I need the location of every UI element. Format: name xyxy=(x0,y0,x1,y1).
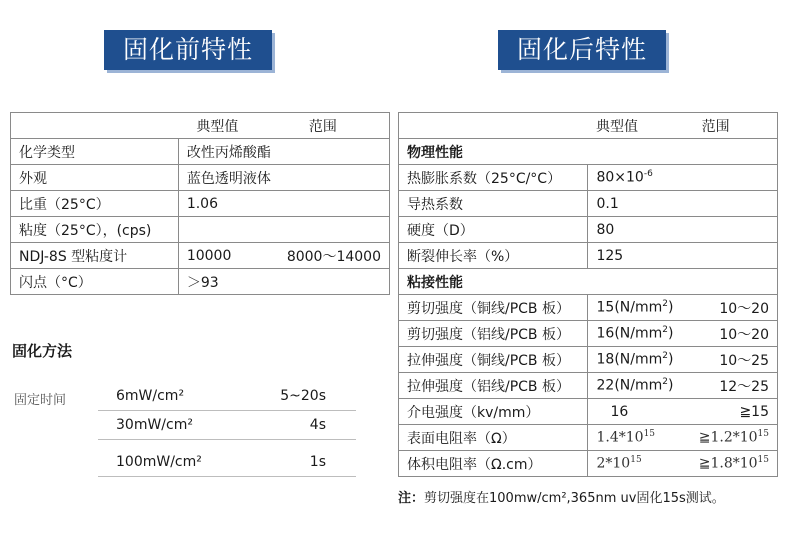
unit-text: (N/mm xyxy=(614,351,663,368)
table-row xyxy=(399,347,778,373)
header-cell: 范围 xyxy=(279,113,390,139)
cure-time-label: 固定时间 xyxy=(14,393,67,408)
value-cell xyxy=(588,165,688,191)
value-exponent: -6 xyxy=(643,169,653,180)
unit-close: ) xyxy=(667,351,674,368)
section-row xyxy=(399,269,778,295)
range-cell: 12～25 xyxy=(688,373,778,399)
range-exponent: 15 xyxy=(757,455,769,466)
value-cell: 80 xyxy=(588,217,688,243)
value-exponent: 15 xyxy=(643,429,656,440)
table-row xyxy=(11,217,390,243)
value-text: 15 xyxy=(596,299,615,316)
table-row xyxy=(399,373,778,399)
unit-exponent: 2 xyxy=(662,325,668,336)
footnote-text: 剪切强度在100mw/cm²,365nm uv固化15s测试。 xyxy=(424,491,725,506)
value-cell xyxy=(178,217,279,243)
range-cell xyxy=(279,269,390,295)
range-cell xyxy=(279,139,390,165)
property-cell: 体积电阻率（Ω.cm） xyxy=(399,451,588,477)
section-row xyxy=(399,139,778,165)
header-cell: 范围 xyxy=(688,113,778,139)
value-exponent: 15 xyxy=(630,455,642,466)
range-text: ≧1.2*10 xyxy=(698,429,758,446)
table-row xyxy=(399,217,778,243)
header-cell: 典型值 xyxy=(588,113,688,139)
value-text: 18 xyxy=(596,351,615,368)
section-title-physical: 物理性能 xyxy=(399,139,588,165)
cure-row xyxy=(98,451,356,477)
value-cell xyxy=(588,425,688,451)
table-row xyxy=(11,191,390,217)
unit-close: ) xyxy=(667,325,674,342)
table-header-row xyxy=(11,113,390,139)
cure-power: 100mW/cm² xyxy=(116,454,202,470)
table-header-row xyxy=(399,113,778,139)
table-row xyxy=(399,191,778,217)
value-cell xyxy=(588,321,688,347)
header-cell xyxy=(11,113,179,139)
value-text: 80×10 xyxy=(596,169,644,186)
empty-cell xyxy=(688,269,778,295)
table-row xyxy=(11,243,390,269)
table-row xyxy=(11,139,390,165)
value-text: 2*10 xyxy=(596,455,631,472)
unit-exponent: 2 xyxy=(662,299,668,310)
value-cell: 1.06 xyxy=(178,191,279,217)
property-cell: 外观 xyxy=(11,165,179,191)
unit-exponent: 2 xyxy=(662,351,668,362)
property-cell: 热膨胀系数（25°C/°C） xyxy=(399,165,588,191)
value-text: 22 xyxy=(596,377,615,394)
banner-after-cure: 固化后特性 xyxy=(498,30,666,70)
value-cell: 10000 xyxy=(178,243,279,269)
property-cell: 介电强度（kv/mm） xyxy=(399,399,588,425)
unit-exponent: 2 xyxy=(662,377,668,388)
value-cell: ＞93 xyxy=(178,269,279,295)
property-cell: 导热系数 xyxy=(399,191,588,217)
table-row xyxy=(11,269,390,295)
property-cell: 粘度（25°C），(cps) xyxy=(11,217,179,243)
value-cell: 改性丙烯酸酯 xyxy=(178,139,279,165)
table-row xyxy=(399,451,778,477)
range-cell: 8000～14000 xyxy=(279,243,390,269)
property-cell: 硬度（D） xyxy=(399,217,588,243)
range-cell xyxy=(279,217,390,243)
property-cell: 剪切强度（铝线/PCB 板） xyxy=(399,321,588,347)
cure-row xyxy=(98,385,356,411)
range-cell xyxy=(688,451,778,477)
range-cell: 10～25 xyxy=(688,347,778,373)
property-cell: 比重（25°C） xyxy=(11,191,179,217)
range-cell xyxy=(688,191,778,217)
range-text: ≧1.8*10 xyxy=(698,455,758,472)
value-cell xyxy=(588,295,688,321)
range-cell xyxy=(688,243,778,269)
value-cell: 125 xyxy=(588,243,688,269)
range-exponent: 15 xyxy=(757,429,769,440)
value-text: 16 xyxy=(596,325,615,342)
table-row xyxy=(11,165,390,191)
unit-close: ) xyxy=(667,377,674,394)
value-cell: 16 xyxy=(588,399,688,425)
before-cure-table xyxy=(10,112,390,295)
value-cell: 蓝色透明液体 xyxy=(178,165,279,191)
table-row xyxy=(399,425,778,451)
range-cell xyxy=(688,217,778,243)
header-cell xyxy=(399,113,588,139)
empty-cell xyxy=(588,269,688,295)
table-row xyxy=(399,321,778,347)
property-cell: 拉伸强度（铜线/PCB 板） xyxy=(399,347,588,373)
footnote-prefix: 注： xyxy=(398,491,425,506)
property-cell: 闪点（°C） xyxy=(11,269,179,295)
value-cell xyxy=(588,373,688,399)
range-cell: 10～20 xyxy=(688,295,778,321)
cure-time: 5~20s xyxy=(280,388,326,404)
after-cure-table xyxy=(398,112,778,477)
property-cell: 拉伸强度（铝线/PCB 板） xyxy=(399,373,588,399)
table-row xyxy=(399,243,778,269)
range-cell xyxy=(279,165,390,191)
empty-cell xyxy=(688,139,778,165)
cure-time: 4s xyxy=(309,417,326,433)
value-text: 1.4*10 xyxy=(596,429,644,446)
range-cell xyxy=(279,191,390,217)
cure-method-title: 固化方法 xyxy=(12,342,73,360)
unit-text: (N/mm xyxy=(614,377,663,394)
value-cell xyxy=(588,347,688,373)
cure-time: 1s xyxy=(309,454,326,470)
unit-text: (N/mm xyxy=(614,299,663,316)
table-row xyxy=(399,165,778,191)
value-cell xyxy=(588,451,688,477)
unit-text: (N/mm xyxy=(614,325,663,342)
footnote xyxy=(398,487,725,506)
cure-row xyxy=(98,414,356,440)
range-cell xyxy=(688,425,778,451)
table-row xyxy=(399,399,778,425)
range-cell xyxy=(688,165,778,191)
header-cell: 典型值 xyxy=(178,113,279,139)
range-cell: ≧15 xyxy=(688,399,778,425)
property-cell: 剪切强度（铜线/PCB 板） xyxy=(399,295,588,321)
property-cell: 化学类型 xyxy=(11,139,179,165)
table-row xyxy=(399,295,778,321)
empty-cell xyxy=(588,139,688,165)
section-title-adhesion: 粘接性能 xyxy=(399,269,588,295)
banner-before-cure: 固化前特性 xyxy=(104,30,272,70)
unit-close: ) xyxy=(667,299,674,316)
cure-power: 30mW/cm² xyxy=(116,417,193,433)
property-cell: 表面电阻率（Ω） xyxy=(399,425,588,451)
cure-power: 6mW/cm² xyxy=(116,388,185,404)
property-cell: NDJ-8S 型粘度计 xyxy=(11,243,179,269)
property-cell: 断裂伸长率（%） xyxy=(399,243,588,269)
range-cell: 10～20 xyxy=(688,321,778,347)
value-cell: 0.1 xyxy=(588,191,688,217)
